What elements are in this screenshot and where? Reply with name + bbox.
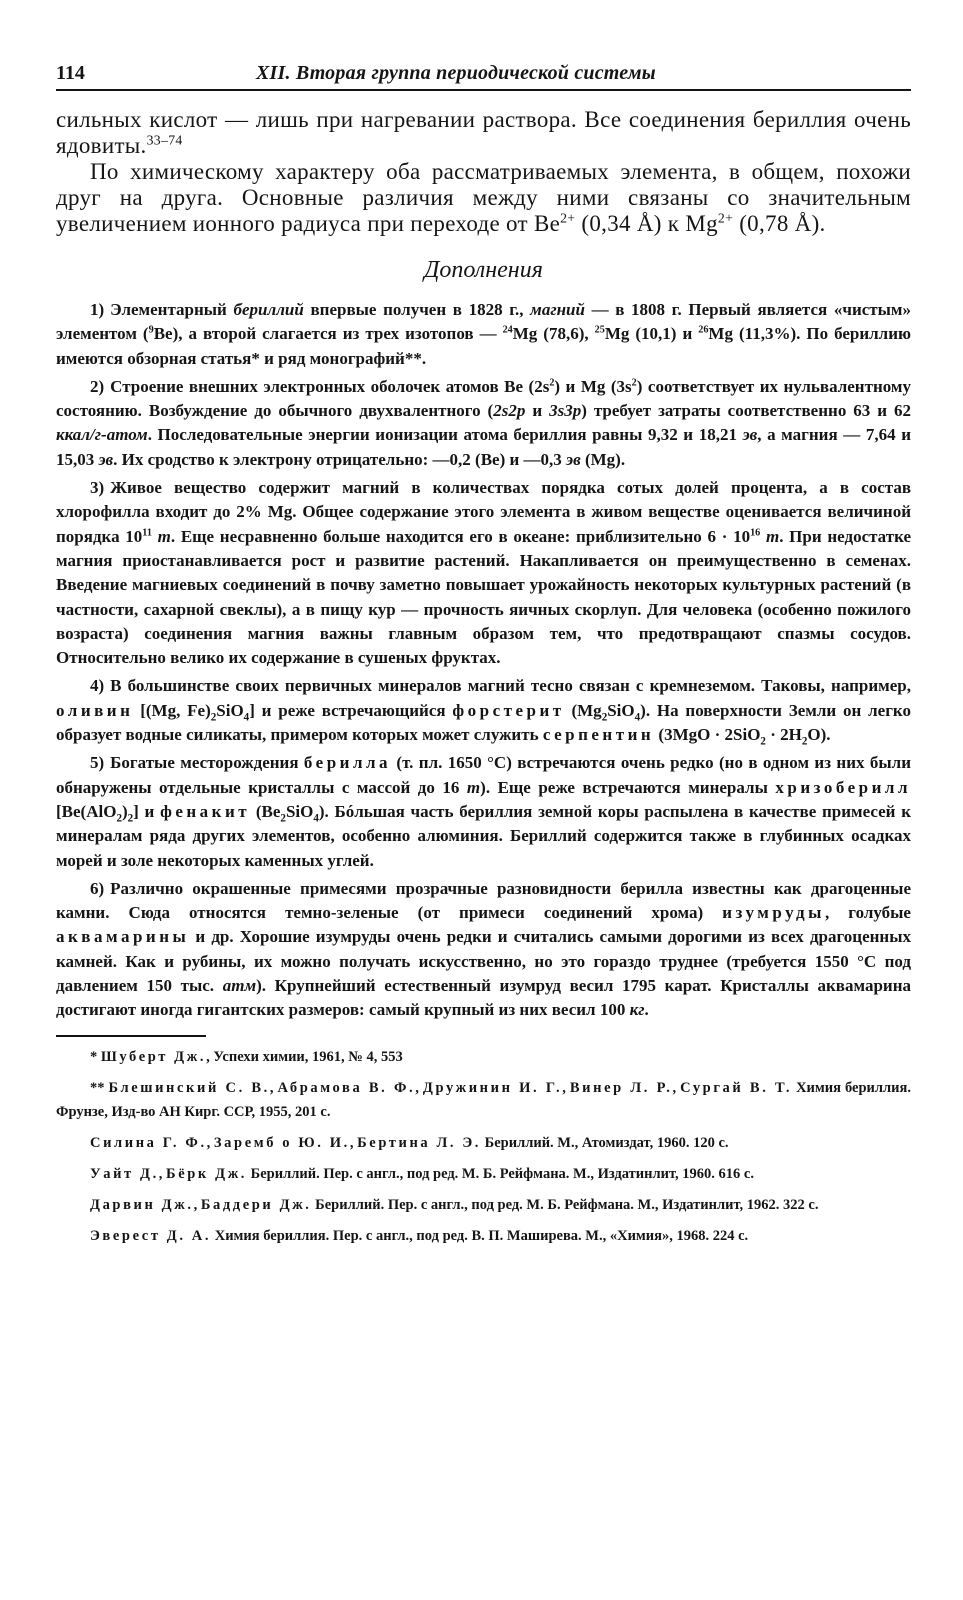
lead-paragraph-1: сильных кислот — лишь при нагревании раствора. Все соединения бериллия очень ядовиты.$^{33-74}$ <box>56 107 911 158</box>
gem-emeralds: изумруды <box>722 903 825 923</box>
main-text <box>56 107 911 237</box>
supplement-2: 2) Строение внешних электронных оболочек атомов Be $(2s^2)$ и Mg $(3s^2)$ соответствует их нульвалентному состоянию. Возбуждение до обычного двухвалентного (2s2p и 3s3p) требует затраты соответственно 63 и 62 ккал/г-атом. Последовательные энергии ионизации атома бериллия равны 9,32 и 18,21 эв, а магния — 7,64 и 15,03 эв. Их сродство к электрону отрицательно: —0,2 (Be) и —0,3 эв (Mg). <box>56 376 912 469</box>
mineral-olivine: оливин <box>56 700 134 720</box>
footnote-5: Дарвин Дж., Баддери Дж. Бериллий. Пер. с англ., под ред. М. Б. Рейфмана. М., Издатинлит, 1962. 322 с. <box>90 1196 819 1213</box>
running-title: XII. Вторая группа периодической системы <box>256 62 656 84</box>
supplement-5: 5) Богатые месторождения берилла (т. пл. 1650 °C) встречаются очень редко (но в одном из них были обнаружены отдельные кристаллы с массой до 16 т). Еще реже встречаются минералы хризоберилл $[Be(AlO_2)_2]$ и фенакит $(Be_2SiO_4)$. Бóльшая часть бериллия земной коры распылена в качестве примесей к минералам ряда других элементов, особенно алюминия. Бериллий содержится также в глубинных осадках морей и золе некоторых каменных углей. <box>56 753 911 870</box>
supplement-3: 3) Живое вещество содержит магний в количествах порядка сотых долей процента, а в состав хлорофилла входит до 2% Mg. Общее содержание этого элемента в живом веществе оценивается величиной порядка $10^{11}$ т. Еще несравненно больше находится его в океане: приблизительно $6 \cdot 10^{16}$ т. При недостатке магния приостанавливается рост и развитие растений. Накапливается он преимущественно в семенах. Введение магниевых соединений в почву заметно повышает урожайность некоторых культурных растений (в частности, сахарной свеклы), а в пищу кур — прочность яичных скорлуп. Для человека (особенно пожилого возраста) соединения магния важны главным образом тем, что предотвращают спазмы сосудов. Относительно велико их содержание в сушеных фруктах. <box>56 478 912 668</box>
footnote-3: Силина Г. Ф., Заремб о Ю. И., Бертина Л. Э. Бериллий. М., Атомиздат, 1960. 120 с. <box>90 1134 729 1151</box>
reference-range: 33–74 <box>146 132 183 148</box>
section-title: Дополнения <box>424 257 543 283</box>
page-number: 114 <box>56 62 85 84</box>
supplement-4: 4) В большинстве своих первичных минералов магний тесно связан с кремнеземом. Таковы, например, оливин [(Mg, $Fe)_2SiO_4$] и реже встречающийся форстерит $(Mg_2SiO_4)$. На поверхности Земли он легко образует водные силикаты, примером которых может служить серпентин $(3MgO \cdot 2SiO_2 \cdot 2H_2O)$. <box>56 676 911 748</box>
supplement-6: 6) Различно окрашенные примесями прозрачные разновидности берилла известны как драгоценные камни. Сюда относятся темно-зеленые (от примеси соединений хрома) изумруды, голубые аквамарины и др. Хорошие изумруды очень редки и считались самыми дорогими из всех драгоценных камней. Как и рубины, их можно получать искусственно, но это гораздо труднее (требуется 1550 °C под давлением 150 тыс. атм). Крупнейший естественный изумруд весил 1795 карат. Кристаллы аквамарина достигают иногда гигантских размеров: самый крупный из них весил 100 кг. <box>56 878 911 1020</box>
footnote-4: Уайт Д., Бёрк Дж. Бериллий. Пер. с англ., под ред. М. Б. Рейфмана. М., Издатинлит, 1960. 616 с. <box>90 1165 754 1182</box>
supplements <box>56 298 911 1023</box>
footnote-2: ** Блешинский С. В., Абрамова В. Ф., Дружинин И. Г., Винер Л. Р., Сургай В. Т. Химия бериллия. Фрунзе, Изд-во АН Кирг. ССР, 1955, 201 с. <box>56 1079 911 1120</box>
footnote-divider <box>56 1035 206 1037</box>
gem-aquamarines: аквамарины <box>56 927 190 947</box>
mineral-forsterite: форстерит <box>452 700 565 720</box>
mineral-serpentine: серпентин <box>542 725 655 745</box>
mineral-phenakite: фенакит <box>160 801 251 821</box>
footnote-1: * Шуберт Дж., Успехи химии, 1961, № 4, 553 <box>90 1048 403 1065</box>
supplement-1: 1) Элементарный бериллий впервые получен в 1828 г., магний — в 1808 г. Первый является «чистым» элементом ($^9$Be), а второй слагается из трех изотопов — $^{24}$Mg (78,6), $^{25}$Mg (10,1) и $^{26}$Mg (11,3%). По бериллию имеются обзорная статья* и ряд монографий**. <box>56 300 911 368</box>
running-header <box>56 62 911 91</box>
footnotes <box>56 1045 911 1248</box>
footnote-6: Эверест Д. А. Химия бериллия. Пер. с англ., под ред. В. П. Маширева. М., «Химия», 1968. 224 с. <box>90 1227 749 1244</box>
mineral-beryl: берилла <box>303 753 392 773</box>
lead-paragraph-2: По химическому характеру оба рассматриваемых элемента, в общем, похожи друг на друга. Основные различия между ними связаны со значительным увеличением ионного радиуса при переходе от $Be^{2+}$ (0,34 Å) к $Mg^{2+}$ (0,78 Å). <box>56 159 911 236</box>
mineral-chrysoberyl: хризоберилл <box>775 777 911 797</box>
